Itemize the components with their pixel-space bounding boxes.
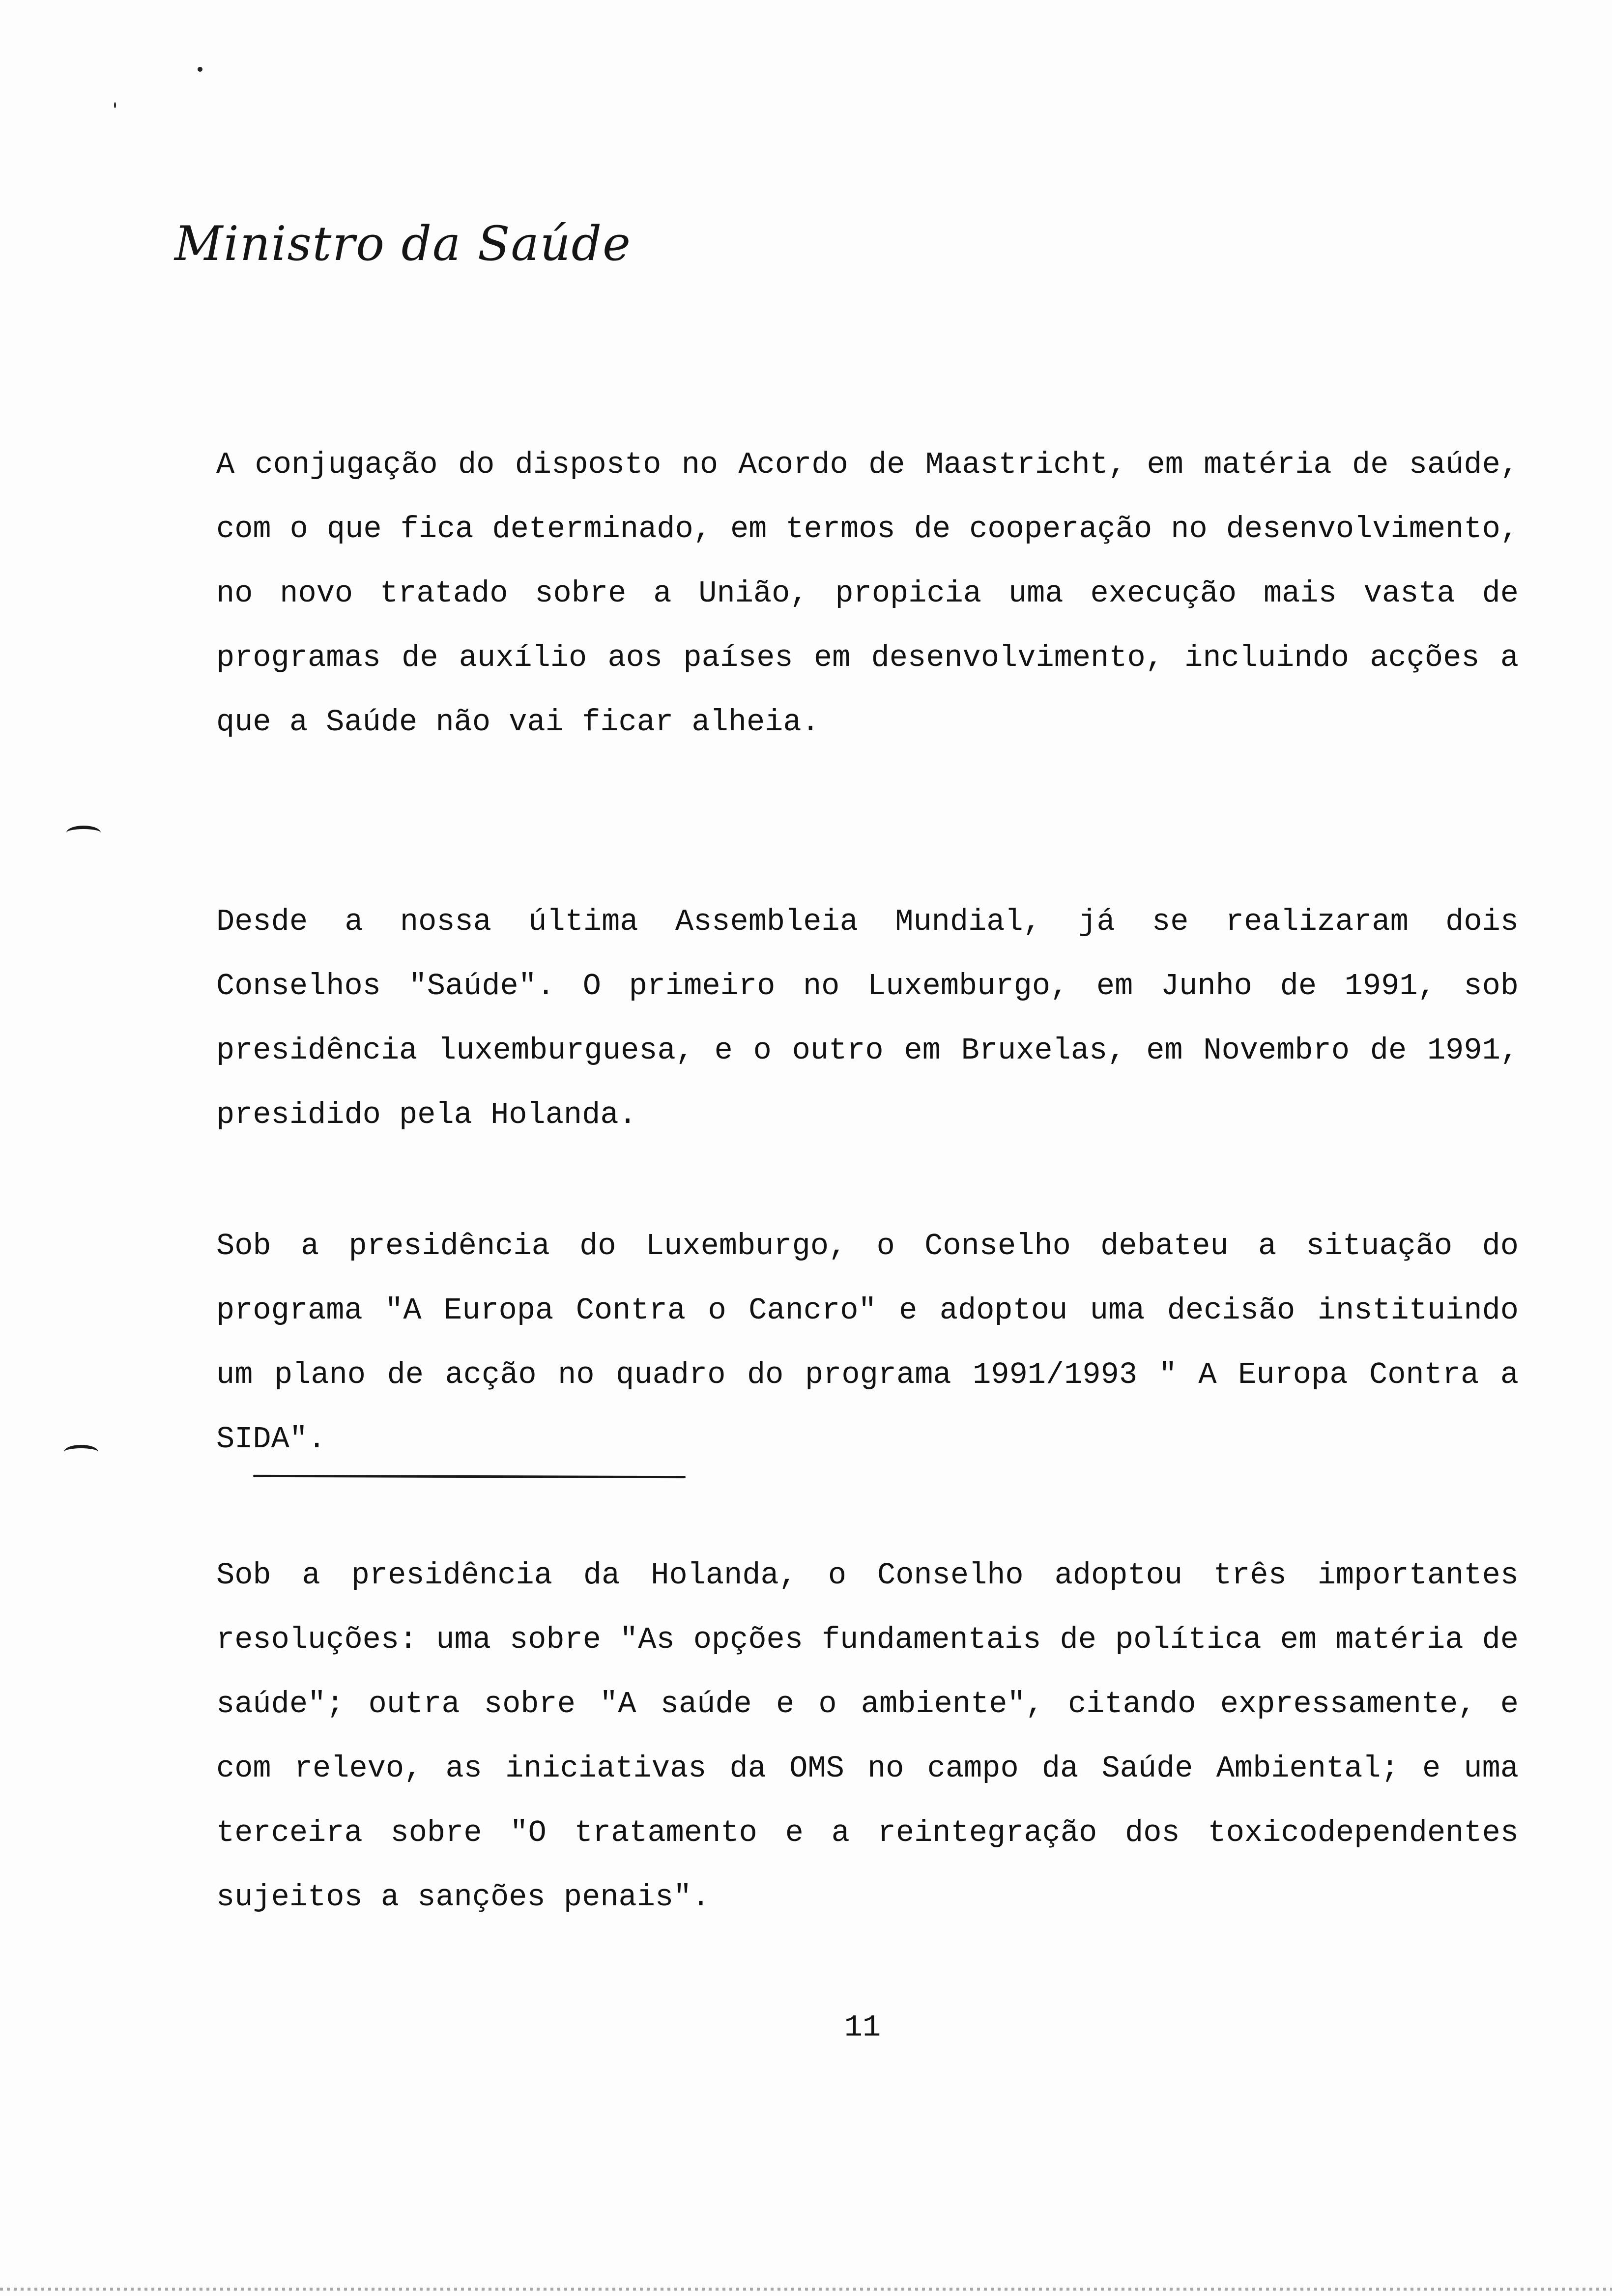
- scan-bottom-edge: [0, 2288, 1612, 2291]
- paragraph-conselhos: Desde a nossa última Assembleia Mundial, já se realizaram dois Conselhos "Saúde". O primeiro no Luxemburgo, em Junho de 1991, sob presidência luxemburguesa, e o outro em Bruxelas, em Novembro de 1991, presidido pela Holanda.: [216, 904, 1519, 1132]
- scan-speck: [198, 67, 202, 72]
- margin-mark: [64, 1445, 98, 1459]
- letterhead: Ministro da Saúde: [174, 216, 632, 271]
- margin-mark: [66, 826, 101, 840]
- paragraph-luxemburgo: Sob a presidência do Luxemburgo, o Conselho debateu a situação do programa "A Europa Contra o Cancro" e adoptou uma decisão instituindo um plano de acção no quadro do programa 1991/1993 " A Europa Contra a SIDA".: [216, 1229, 1519, 1457]
- paragraph-maastricht: A conjugação do disposto no Acordo de Maastricht, em matéria de saúde, com o que fica determinado, em termos de cooperação no desenvolvimento, no novo tratado sobre a União, propicia uma execução mais vasta de programas de auxílio aos países em desenvolvimento, incluindo acções a que a Saúde não vai ficar alheia.: [216, 447, 1519, 740]
- scan-speck: [114, 102, 116, 108]
- page-number: 11: [844, 2010, 881, 2045]
- paragraph-holanda: Sob a presidência da Holanda, o Conselho adoptou três importantes resoluções: uma sobre "As opções fundamentais de política em matéria de saúde"; outra sobre "A saúde e o ambiente", citando expressamente, e com relevo, as iniciativas da OMS no campo da Saúde Ambiental; e uma terceira sobre "O tratamento e a reintegração dos toxicodependentes sujeitos a sanções penais".: [216, 1558, 1519, 1915]
- hand-drawn-underline: [253, 1475, 686, 1478]
